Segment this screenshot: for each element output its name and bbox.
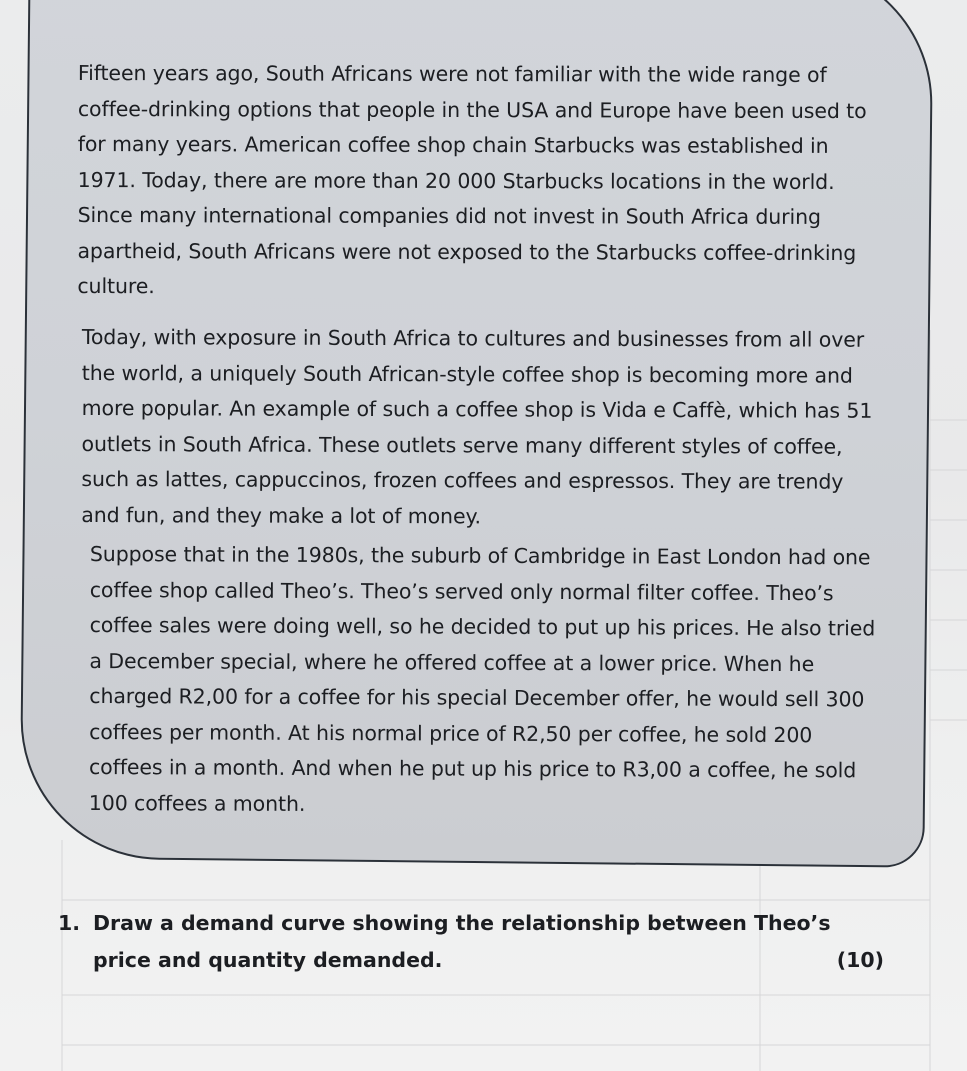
passage-paragraph-2: Today, with exposure in South Africa to cultures and businesses from all over the world, a uniquely South African-style coffee shop is becoming more and more popular. An example of such a coffee shop is Vida e Caffè, which has 51 outlets in South Africa. These outlets serve many different styles of coffee, such as lattes, cappuccinos, frozen coffees and espressos. They are trendy and fun, and they make a lot of money.	[81, 324, 873, 528]
question-text: Draw a demand curve showing the relationship between Theo’s price and quantity demanded.	[93, 911, 831, 972]
question-number: 1.	[58, 911, 81, 935]
passage-paragraph-1: Fifteen years ago, South Africans were not familiar with the wide range of coffee-drinking options that people in the USA and Europe have been used to for many years. American coffee shop chain Starbucks was established in 1971. Today, there are more than 20 000 Starbucks locations in the world. Since many international companies did not invest in South Africa during apartheid, South Africans were not exposed to the Starbucks coffee-drinking culture.	[77, 60, 867, 299]
question-marks: (10)	[836, 948, 884, 972]
passage-paragraph-3: Suppose that in the 1980s, the suburb of Cambridge in East London had one coffee shop called Theo’s. Theo’s served only normal filter coffee. Theo’s coffee sales were doing well, so he decided to put up his prices. He also tried a December special, where he offered coffee at a lower price. When he charged R2,00 for a coffee for his special December offer, he would sell 300 coffees per month. At his normal price of R2,50 per coffee, he sold 200 coffees in a month. And when he put up his price to R3,00 a coffee, he sold 100 coffees a month.	[88, 541, 876, 816]
